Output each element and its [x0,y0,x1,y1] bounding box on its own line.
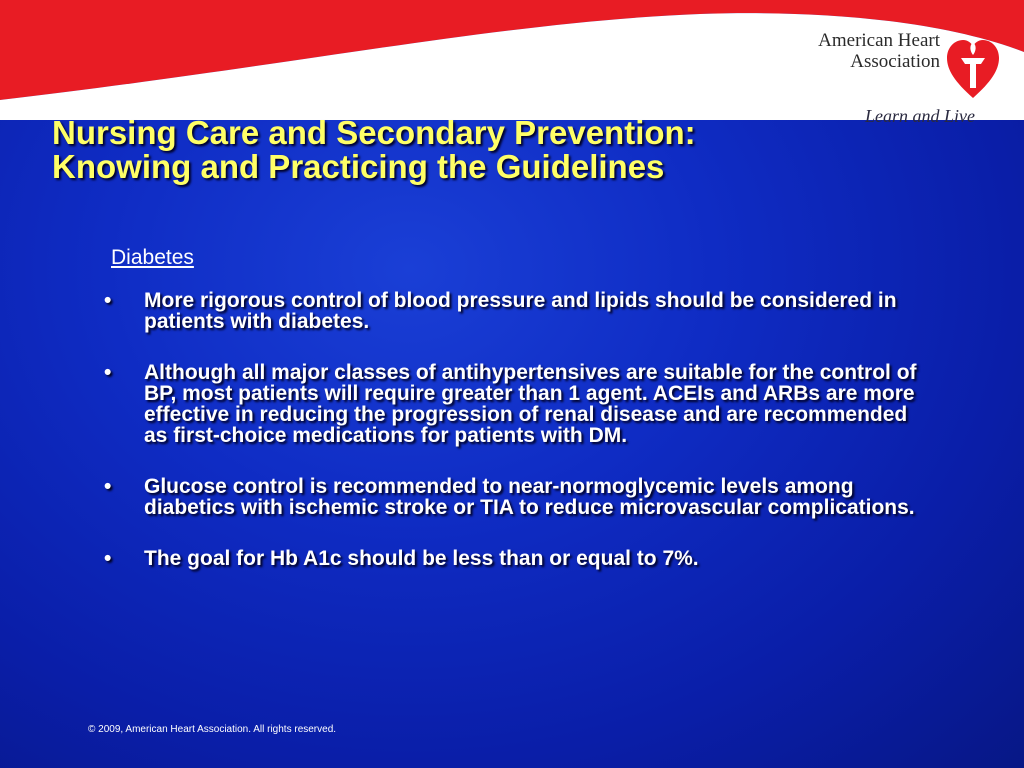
bullet-list [100,290,930,599]
bullet-item [100,290,930,332]
bullet-text: The goal for Hb A1c should be less than or equal to 7%. [144,547,699,570]
title-line-1: Nursing Care and Secondary Prevention: [52,114,696,151]
section-subheading: Diabetes [111,246,194,269]
bullet-text: Glucose control is recommended to near-normoglycemic levels among diabetics with ischemic stroke or TIA to reduce microvascular complications. [144,475,915,519]
bullet-marker: • [104,289,112,312]
bullet-item [100,548,930,569]
logo-name [790,30,940,72]
bullet-marker: • [104,475,112,498]
heart-torch-icon [945,36,1001,102]
bullet-item [100,476,930,518]
bullet-marker: • [104,361,112,384]
copyright-footer: © 2009, American Heart Association. All rights reserved. [88,724,337,735]
logo-name-line2: Association [850,51,940,72]
bullet-item [100,362,930,446]
bullet-marker: • [104,547,112,570]
logo-tagline: Learn and Live [865,106,975,126]
title-line-2: Knowing and Practicing the Guidelines [52,148,665,185]
bullet-text: More rigorous control of blood pressure and lipids should be considered in patients with diabetes. [144,289,897,333]
aha-logo [790,30,1010,130]
bullet-text: Although all major classes of antihypertensives are suitable for the control of BP, most patients will require greater than 1 agent. ACEIs and ARBs are more effective in reducing the progression of renal disease and are recommended as first-choice medications for patients with DM. [144,361,917,447]
logo-name-line1: American Heart [818,30,940,51]
slide-title [52,116,852,184]
